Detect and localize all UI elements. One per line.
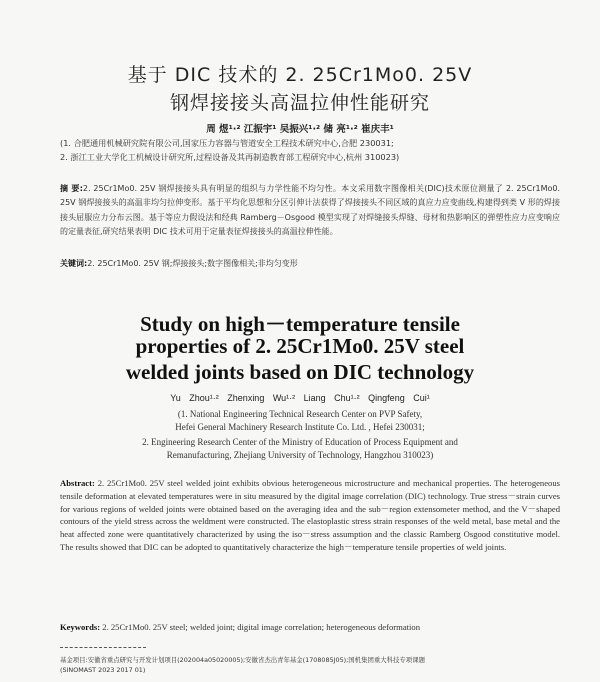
english-affiliation-1: (1. National Engineering Technical Research Center on PVP Safety, <box>177 409 423 419</box>
funding-footnote-line-2: (SINOMAST 2023 2017 01) <box>60 666 146 674</box>
chinese-abstract-text: 2. 25Cr1Mo0. 25V 钢焊接接头具有明显的组织与力学性能不均匀性。本文采用数字图像相关(DIC)技术原位测量了 2. 25Cr1Mo0. 25V 钢焊接接头的高温非均匀拉伸变形。基于平均化思想和分区引伸计法获得了焊接接头不同区域的真应力应变曲线,构建得到类 V 形的焊接接头屈服应力分布云图。基于等应力假设法和经典 Ramberg－Osgood 模型实现了对焊缝接头焊缝、母材和热影响区的弹塑性应力应变响应的定量表征,研究结果表明 DIC 技术可用于定量表征焊接接头的高温拉伸性能。 <box>60 184 561 236</box>
english-abstract-label: Abstract: <box>60 478 95 488</box>
chinese-keywords <box>60 258 560 269</box>
chinese-affiliation-1: (1. 合肥通用机械研究院有限公司,国家压力容器与管道安全工程技术研究中心,合肥 230031; <box>60 138 394 148</box>
english-affiliation-3: 2. Engineering Research Center of the Ministry of Education of Process Equipment and <box>142 437 458 447</box>
english-authors: Yu Zhou¹·² Zhenxing Wu¹·² Liang Chu¹·² Qingfeng Cui¹ <box>170 393 430 403</box>
english-abstract <box>60 477 560 554</box>
chinese-title-line-1: 基于 DIC 技术的 2. 25Cr1Mo0. 25V <box>127 64 473 86</box>
funding-footnote-line-1: 基金项目:安徽省重点研究与开发计划项目(202004a05020005);安徽省杰出青年基金(1708085J05);国机集团重大科技专项课题 <box>60 656 425 664</box>
english-keywords <box>60 622 560 632</box>
chinese-abstract <box>60 182 560 239</box>
chinese-title-line-2: 钢焊接接头高温拉伸性能研究 <box>169 92 430 114</box>
footnote-divider <box>60 647 146 648</box>
chinese-authors: 周 煜¹·² 江振宇¹ 吴振兴¹·² 储 亮¹·² 崔庆丰¹ <box>206 124 394 135</box>
chinese-affiliation-2: 2. 浙江工业大学化工机械设计研究所,过程设备及其再制造教育部工程研究中心,杭州 310023) <box>60 152 400 162</box>
english-keywords-text: 2. 25Cr1Mo0. 25V steel; welded joint; digital image correlation; heterogeneous deformation <box>102 622 420 632</box>
english-abstract-text: 2. 25Cr1Mo0. 25V steel welded joint exhibits obvious heterogeneous microstructure and mechanical properties. The heterogeneous tensile deformation at elevated temperatures were in situ measured by the digital image correlation (DIC) technology. True stress－strain curves for various regions of welded joints were obtained based on the averaging idea and the sub－region extensometer method, and the V－shaped contours of the yield stress across the weldment were constructed. The elastoplastic stress strain responses of the weld metal, base metal and the heat affected zone were quantitatively characterized by using the iso－stress assumption and the classic Ramberg Osgood constitutive model. The results showed that DIC can be adopted to quantitatively characterize the high－temperature tensile properties of weld joints. <box>60 478 560 552</box>
chinese-abstract-label: 摘 要: <box>60 184 83 193</box>
english-affiliation-4: Remanufacturing, Zhejiang University of Technology, Hangzhou 310023) <box>166 450 434 460</box>
english-keywords-label: Keywords: <box>60 622 101 632</box>
chinese-keywords-text: 2. 25Cr1Mo0. 25V 钢;焊接接头;数字图像相关;非均匀变形 <box>87 259 298 268</box>
english-title-line-2: properties of 2. 25Cr1Mo0. 25V steel <box>135 334 465 358</box>
english-affiliation-2: Hefei General Machinery Research Institute Co. Ltd. , Hefei 230031; <box>175 422 425 432</box>
english-title-line-3: welded joints based on DIC technology <box>125 360 475 384</box>
chinese-keywords-label: 关键词: <box>60 259 88 268</box>
english-title-line-1: Study on high－temperature tensile <box>140 312 460 336</box>
